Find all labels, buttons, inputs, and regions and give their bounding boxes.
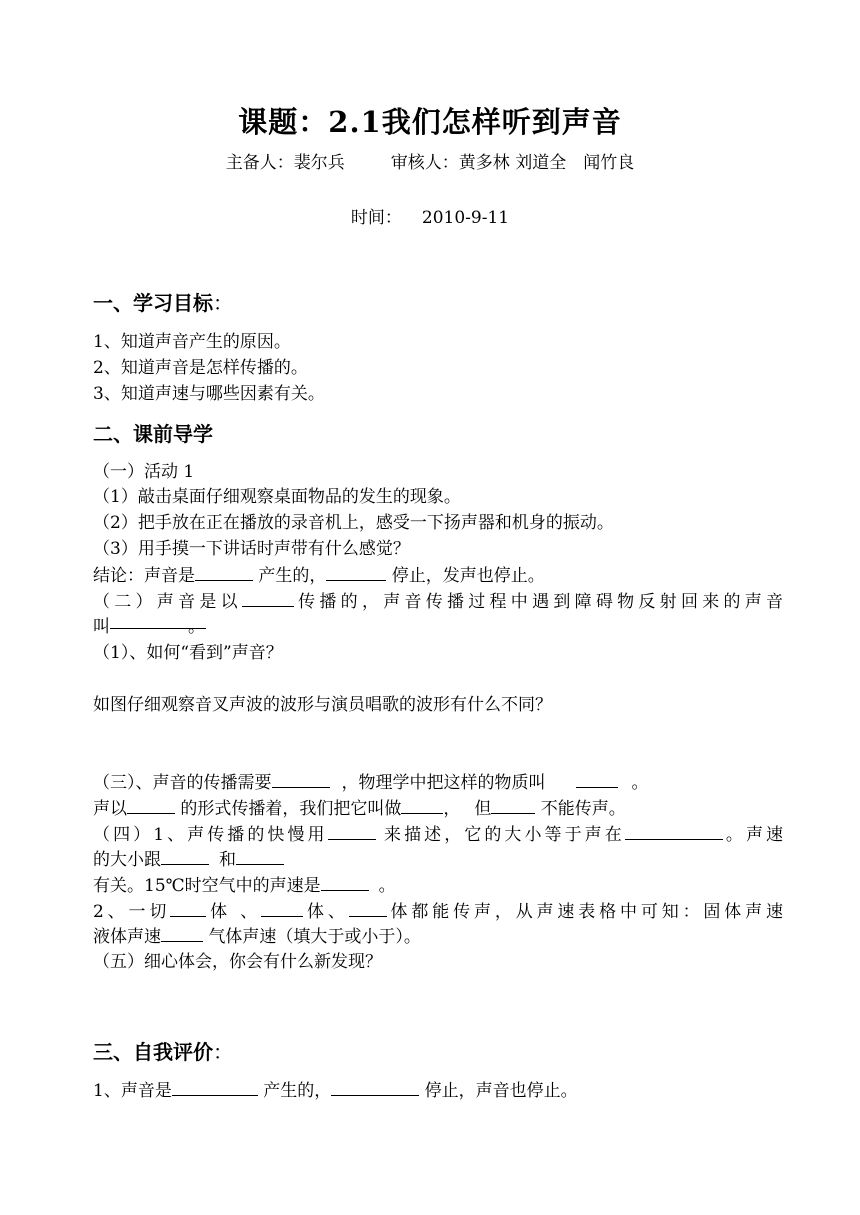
question-four-part2	[93, 897, 783, 922]
text: 1、声音是	[93, 1081, 172, 1101]
text: 有关。15℃时空气中的声速是	[93, 876, 321, 896]
text: 声以	[93, 799, 127, 819]
answer-blank[interactable]	[242, 590, 294, 607]
text: 。	[188, 617, 205, 637]
text: 体都能传声，从声速表格中可知：固体声速	[386, 902, 784, 922]
text: ，	[443, 799, 461, 819]
text: （二）声音是以	[93, 592, 242, 612]
text: 不能传声。	[535, 799, 626, 819]
question-two-cont	[93, 612, 206, 637]
date-line	[0, 203, 860, 228]
text: （三）、声音的传播需要	[93, 773, 272, 793]
page-title: 课题：2.1我们怎样听到声音	[238, 105, 622, 139]
heading-colon: ：	[213, 291, 233, 315]
activity-step: （3）用手摸一下讲话时声带有什么感觉？	[93, 539, 410, 559]
answer-blank[interactable]	[349, 900, 387, 917]
goal-item: 3、知道声速与哪些因素有关。	[93, 384, 325, 404]
goal-item: 1、知道声音产生的原因。	[93, 332, 291, 352]
text: 。	[631, 773, 649, 793]
answer-blank[interactable]	[401, 797, 443, 814]
answer-blank[interactable]	[576, 771, 618, 788]
section-heading-self-eval	[93, 1036, 233, 1065]
question-four-part2-cont	[93, 922, 421, 947]
answer-blank[interactable]	[161, 848, 209, 865]
text: 的形式传播着，我们把它叫做	[175, 799, 402, 819]
answer-blank[interactable]	[170, 900, 206, 917]
question-three-cont	[93, 794, 626, 819]
activity-step: （1）敲击桌面仔细观察桌面物品的发生的现象。	[93, 487, 461, 507]
section-heading-preview: 二、课前导学	[93, 422, 213, 446]
text: ，物理学中把这样的物质叫	[341, 773, 546, 793]
text: 停止，声音也停止。	[419, 1081, 578, 1101]
answer-blank[interactable]	[331, 1079, 419, 1096]
answer-blank[interactable]	[261, 900, 303, 917]
text: 的大小跟	[93, 850, 161, 870]
text: 体 、	[206, 902, 262, 922]
text: 。声速	[722, 825, 784, 845]
question-four-line	[93, 820, 783, 845]
answer-blank[interactable]	[172, 1079, 258, 1096]
text: 和	[219, 850, 236, 870]
answer-blank[interactable]	[110, 612, 206, 637]
goal-item: 2、知道声音是怎样传播的。	[93, 358, 308, 378]
text: 但	[474, 799, 492, 819]
activity-title: （一）活动 1	[93, 462, 195, 482]
self-eval-item	[93, 1076, 578, 1101]
text: 液体声速	[93, 927, 161, 947]
section-heading-goals	[93, 287, 233, 316]
answer-blank[interactable]	[161, 925, 203, 942]
text: 产生的，	[253, 566, 327, 586]
answer-blank[interactable]	[625, 823, 723, 840]
answer-blank[interactable]	[272, 771, 330, 788]
authors-line	[0, 148, 860, 173]
text: 叫	[93, 617, 110, 637]
question-four-cont	[93, 845, 284, 870]
date-label: 时间：	[350, 208, 402, 228]
text: （四）1、声传播的快慢用	[93, 825, 328, 845]
question-see-sound: （1）、如何“看到”声音？	[93, 643, 283, 663]
text: 结论：声音是	[93, 566, 195, 586]
question-four-cont2	[93, 871, 396, 896]
answer-blank[interactable]	[195, 564, 253, 581]
text: 体、	[303, 902, 349, 922]
conclusion-line	[93, 561, 545, 586]
heading-text: 一、学习目标	[93, 291, 213, 315]
text: 停止，发声也停止。	[386, 566, 545, 586]
question-three-line	[93, 768, 649, 793]
answer-blank[interactable]	[328, 823, 376, 840]
text: 。	[378, 876, 396, 896]
answer-blank[interactable]	[236, 848, 284, 865]
answer-blank[interactable]	[326, 564, 386, 581]
heading-colon: ：	[213, 1040, 233, 1064]
date-value: 2010-9-11	[421, 208, 510, 228]
reviewers: 审核人：黄多林 刘道全 闻竹良	[390, 153, 635, 173]
question-waveform: 如图仔细观察音叉声波的波形与演员唱歌的波形有什么不同？	[93, 695, 552, 715]
text: 来描述，它的大小等于声在	[375, 825, 625, 845]
answer-blank[interactable]	[127, 797, 175, 814]
heading-text: 三、自我评价	[93, 1040, 213, 1064]
answer-blank[interactable]	[491, 797, 535, 814]
text: 气体声速（填大于或小于）。	[203, 927, 421, 947]
activity-step: （2）把手放在正在播放的录音机上，感受一下扬声器和机身的振动。	[93, 513, 614, 533]
lead-author: 主备人：裴尔兵	[225, 153, 345, 173]
answer-blank[interactable]	[321, 874, 369, 891]
question-five: （五）细心体会，你会有什么新发现？	[93, 952, 382, 972]
text: 传播的，声音传播过程中遇到障碍物反射回来的声音	[293, 592, 784, 612]
text: 2、一切	[93, 902, 171, 922]
text: 产生的，	[257, 1081, 332, 1101]
question-two-line	[93, 587, 783, 612]
